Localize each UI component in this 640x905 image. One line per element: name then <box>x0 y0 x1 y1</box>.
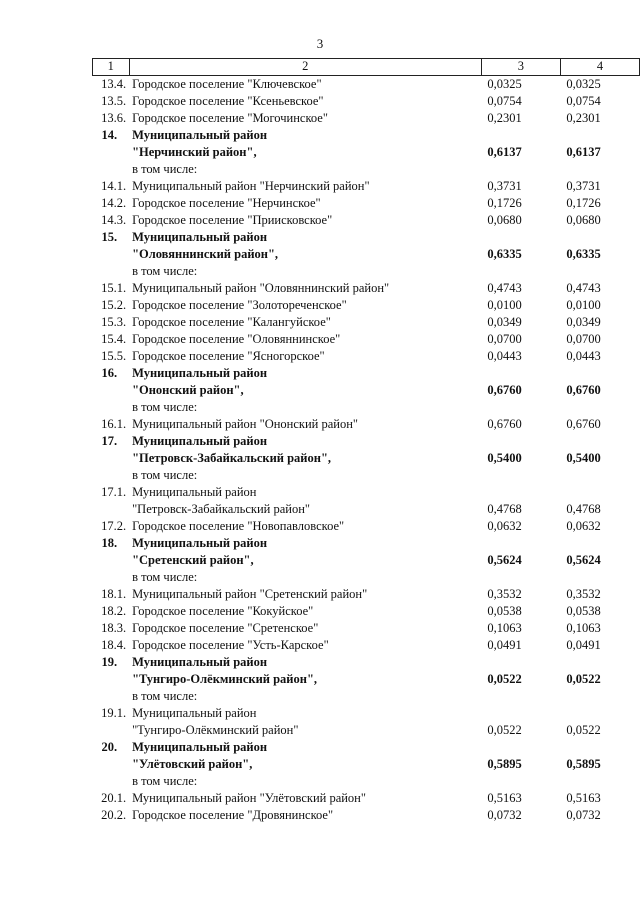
row-name-line: Городское поселение "Сретенское" <box>132 621 319 635</box>
row-name-line: Муниципальный район "Нерчинский район" <box>132 179 370 193</box>
table-row-district <box>93 433 640 467</box>
subheading-text: в том числе: <box>132 468 198 482</box>
row-number: 15.1. <box>101 281 127 295</box>
row-number: 20.1. <box>101 791 127 805</box>
row-name <box>129 314 481 331</box>
table-row <box>93 297 640 314</box>
row-number: 18.3. <box>101 621 127 635</box>
table-row <box>93 603 640 620</box>
row-name <box>129 518 481 535</box>
table-row <box>93 331 640 348</box>
table-row-district <box>93 229 640 263</box>
row-value-col3: 0,0732 <box>487 808 522 822</box>
row-name <box>129 195 481 212</box>
row-name <box>129 178 481 195</box>
table-row <box>93 348 640 365</box>
table-row <box>93 110 640 127</box>
row-value-col4: 0,6137 <box>566 145 601 159</box>
table-row <box>93 518 640 535</box>
table-row <box>93 790 640 807</box>
row-name <box>129 484 481 518</box>
row-value-col3: 0,5163 <box>487 791 522 805</box>
row-name <box>129 603 481 620</box>
table-row-subheading <box>93 263 640 280</box>
subheading-text: в том числе: <box>132 689 198 703</box>
row-value-col4: 0,4768 <box>566 502 601 516</box>
row-number: 20.2. <box>101 808 127 822</box>
row-number: 15.5. <box>101 349 127 363</box>
row-name <box>129 637 481 654</box>
row-number: 14.1. <box>101 179 127 193</box>
row-name-line: "Оловяннинский район", <box>132 247 279 261</box>
row-value-col4: 0,5163 <box>566 791 601 805</box>
row-name-line: Муниципальный район "Оловяннинский район" <box>132 281 390 295</box>
row-value-col4: 0,5624 <box>566 553 601 567</box>
row-value-col3: 0,4768 <box>487 502 522 516</box>
row-name <box>129 297 481 314</box>
row-value-col3: 0,0754 <box>487 94 522 108</box>
row-name <box>129 280 481 297</box>
row-value-col3: 0,3731 <box>487 179 522 193</box>
row-number: 18. <box>101 536 118 550</box>
row-name-line: "Сретенский район", <box>132 553 254 567</box>
subheading-text: в том числе: <box>132 400 198 414</box>
table-row-subheading <box>93 467 640 484</box>
subheading-text: в том числе: <box>132 774 198 788</box>
row-value-col4: 0,0700 <box>566 332 601 346</box>
row-value-col3: 0,0522 <box>487 723 522 737</box>
row-number: 15. <box>101 230 118 244</box>
row-value-col4: 0,0522 <box>566 672 601 686</box>
row-value-col4: 0,0680 <box>566 213 601 227</box>
table-row <box>93 586 640 603</box>
row-value-col3: 0,0538 <box>487 604 522 618</box>
row-name-line: "Тунгиро-Олёкминский район", <box>132 672 318 686</box>
row-value-col3: 0,5895 <box>487 757 522 771</box>
row-value-col4: 0,6760 <box>566 383 601 397</box>
page-number: 3 <box>316 36 324 51</box>
row-name-line: Городское поселение "Оловяннинское" <box>132 332 341 346</box>
row-value-col3: 0,6335 <box>487 247 522 261</box>
row-name-line: Городское поселение "Ясногорское" <box>132 349 325 363</box>
row-number: 18.1. <box>101 587 127 601</box>
row-number: 13.5. <box>101 94 127 108</box>
row-value-col3: 0,0491 <box>487 638 522 652</box>
row-value-col4: 0,0100 <box>566 298 601 312</box>
row-name-line: "Нерчинский район", <box>132 145 257 159</box>
table-row <box>93 484 640 518</box>
row-value-col3: 0,6760 <box>487 383 522 397</box>
row-number: 15.2. <box>101 298 127 312</box>
row-value-col3: 0,0325 <box>487 77 522 91</box>
row-name-line: Муниципальный район <box>132 740 268 754</box>
table-row-subheading <box>93 399 640 416</box>
table-row <box>93 212 640 229</box>
row-name-line: Муниципальный район "Улётовский район" <box>132 791 366 805</box>
row-name-line: Городское поселение "Приисковское" <box>132 213 333 227</box>
row-value-col3: 0,0522 <box>487 672 522 686</box>
row-number: 13.4. <box>101 77 127 91</box>
table-row-subheading <box>93 688 640 705</box>
row-name <box>129 127 481 161</box>
row-name-line: "Петровск-Забайкальский район" <box>132 502 311 516</box>
table-row <box>93 705 640 739</box>
row-name-line: Муниципальный район <box>132 366 268 380</box>
row-name-line: Городское поселение "Усть-Карское" <box>132 638 329 652</box>
row-name-line: Муниципальный район <box>132 230 268 244</box>
table-row-district <box>93 535 640 569</box>
row-name-line: "Ононский район", <box>132 383 244 397</box>
table-row-district <box>93 127 640 161</box>
row-value-col4: 0,4743 <box>566 281 601 295</box>
row-value-col3: 0,0700 <box>487 332 522 346</box>
row-name-line: "Петровск-Забайкальский район", <box>132 451 332 465</box>
table-body <box>93 59 640 825</box>
table-row <box>93 76 640 94</box>
row-name-line: Муниципальный район "Ононский район" <box>132 417 359 431</box>
row-name-line: Муниципальный район <box>132 434 268 448</box>
row-value-col4: 0,6335 <box>566 247 601 261</box>
row-value-col4: 0,0538 <box>566 604 601 618</box>
row-number: 19. <box>101 655 118 669</box>
row-name <box>129 790 481 807</box>
row-name <box>129 110 481 127</box>
row-name-line: Городское поселение "Кокуйское" <box>132 604 314 618</box>
table-row <box>93 178 640 195</box>
row-name-line: Городское поселение "Золотореченское" <box>132 298 347 312</box>
row-name-line: Муниципальный район <box>132 706 257 720</box>
row-number: 15.4. <box>101 332 127 346</box>
row-name-line: Муниципальный район "Сретенский район" <box>132 587 368 601</box>
row-value-col4: 0,1063 <box>566 621 601 635</box>
row-value-col4: 0,3731 <box>566 179 601 193</box>
table-row <box>93 314 640 331</box>
row-name <box>129 654 481 688</box>
subheading-text: в том числе: <box>132 570 198 584</box>
row-name <box>129 807 481 824</box>
row-name <box>129 76 481 94</box>
row-name-line: Муниципальный район <box>132 128 268 142</box>
row-value-col4: 0,1726 <box>566 196 601 210</box>
row-name <box>129 535 481 569</box>
table-row <box>93 620 640 637</box>
row-value-col4: 0,5895 <box>566 757 601 771</box>
row-number: 17.1. <box>101 485 127 499</box>
row-number: 20. <box>101 740 118 754</box>
column-header-4: 4 <box>560 59 639 76</box>
row-value-col3: 0,5624 <box>487 553 522 567</box>
table-row-subheading <box>93 161 640 178</box>
row-value-col4: 0,3532 <box>566 587 601 601</box>
row-number: 19.1. <box>101 706 127 720</box>
row-name-line: Городское поселение "Калангуйское" <box>132 315 331 329</box>
row-value-col3: 0,0632 <box>487 519 522 533</box>
row-name <box>129 433 481 467</box>
row-name <box>129 705 481 739</box>
row-name <box>129 93 481 110</box>
row-number: 16. <box>101 366 118 380</box>
row-name <box>129 416 481 433</box>
row-value-col3: 0,6137 <box>487 145 522 159</box>
row-value-col3: 0,5400 <box>487 451 522 465</box>
row-value-col3: 0,0349 <box>487 315 522 329</box>
table-row-district <box>93 739 640 773</box>
subheading-text: в том числе: <box>132 264 198 278</box>
row-value-col4: 0,2301 <box>566 111 601 125</box>
table-row <box>93 93 640 110</box>
row-name <box>129 212 481 229</box>
row-value-col4: 0,6760 <box>566 417 601 431</box>
table-row-district <box>93 654 640 688</box>
table-row <box>93 637 640 654</box>
row-number: 13.6. <box>101 111 127 125</box>
row-name-line: Городское поселение "Ксеньевское" <box>132 94 324 108</box>
row-number: 17. <box>101 434 118 448</box>
row-number: 16.1. <box>101 417 127 431</box>
table-row <box>93 280 640 297</box>
table-row-subheading <box>93 569 640 586</box>
row-name <box>129 365 481 399</box>
row-number: 15.3. <box>101 315 127 329</box>
row-value-col4: 0,0349 <box>566 315 601 329</box>
row-number: 14. <box>101 128 118 142</box>
row-name-line: Городское поселение "Могочинское" <box>132 111 328 125</box>
row-value-col4: 0,0325 <box>566 77 601 91</box>
row-name <box>129 620 481 637</box>
column-header-1: 1 <box>93 59 130 76</box>
row-name-line: Городское поселение "Ключевское" <box>132 77 322 91</box>
row-name <box>129 331 481 348</box>
table-row <box>93 807 640 824</box>
row-number: 14.3. <box>101 213 127 227</box>
column-header-2: 2 <box>129 59 481 76</box>
table-header-row <box>93 59 640 76</box>
row-name-line: Городское поселение "Дровянинское" <box>132 808 334 822</box>
row-name-line: Городское поселение "Новопавловское" <box>132 519 345 533</box>
row-value-col4: 0,0732 <box>566 808 601 822</box>
table-row <box>93 416 640 433</box>
row-value-col3: 0,3532 <box>487 587 522 601</box>
row-value-col3: 0,1063 <box>487 621 522 635</box>
row-name <box>129 586 481 603</box>
row-name <box>129 739 481 773</box>
row-value-col3: 0,0443 <box>487 349 522 363</box>
column-header-3: 3 <box>481 59 560 76</box>
row-value-col4: 0,0443 <box>566 349 601 363</box>
row-value-col3: 0,2301 <box>487 111 522 125</box>
row-number: 18.2. <box>101 604 127 618</box>
table-row <box>93 195 640 212</box>
subheading-text: в том числе: <box>132 162 198 176</box>
row-value-col3: 0,0680 <box>487 213 522 227</box>
row-value-col4: 0,0491 <box>566 638 601 652</box>
row-value-col3: 0,4743 <box>487 281 522 295</box>
row-name-line: Городское поселение "Нерчинское" <box>132 196 321 210</box>
row-number: 14.2. <box>101 196 127 210</box>
row-value-col4: 0,5400 <box>566 451 601 465</box>
row-name-line: Муниципальный район <box>132 655 268 669</box>
row-value-col3: 0,1726 <box>487 196 522 210</box>
row-name-line: Муниципальный район <box>132 485 257 499</box>
row-value-col3: 0,0100 <box>487 298 522 312</box>
table-row-district <box>93 365 640 399</box>
row-number: 17.2. <box>101 519 127 533</box>
row-value-col4: 0,0754 <box>566 94 601 108</box>
row-name-line: Муниципальный район <box>132 536 268 550</box>
row-name <box>129 229 481 263</box>
row-name-line: "Тунгиро-Олёкминский район" <box>132 723 299 737</box>
row-name-line: "Улётовский район", <box>132 757 253 771</box>
row-name <box>129 348 481 365</box>
distribution-table <box>92 58 640 824</box>
row-value-col4: 0,0632 <box>566 519 601 533</box>
row-number: 18.4. <box>101 638 127 652</box>
row-value-col4: 0,0522 <box>566 723 601 737</box>
row-value-col3: 0,6760 <box>487 417 522 431</box>
table-row-subheading <box>93 773 640 790</box>
